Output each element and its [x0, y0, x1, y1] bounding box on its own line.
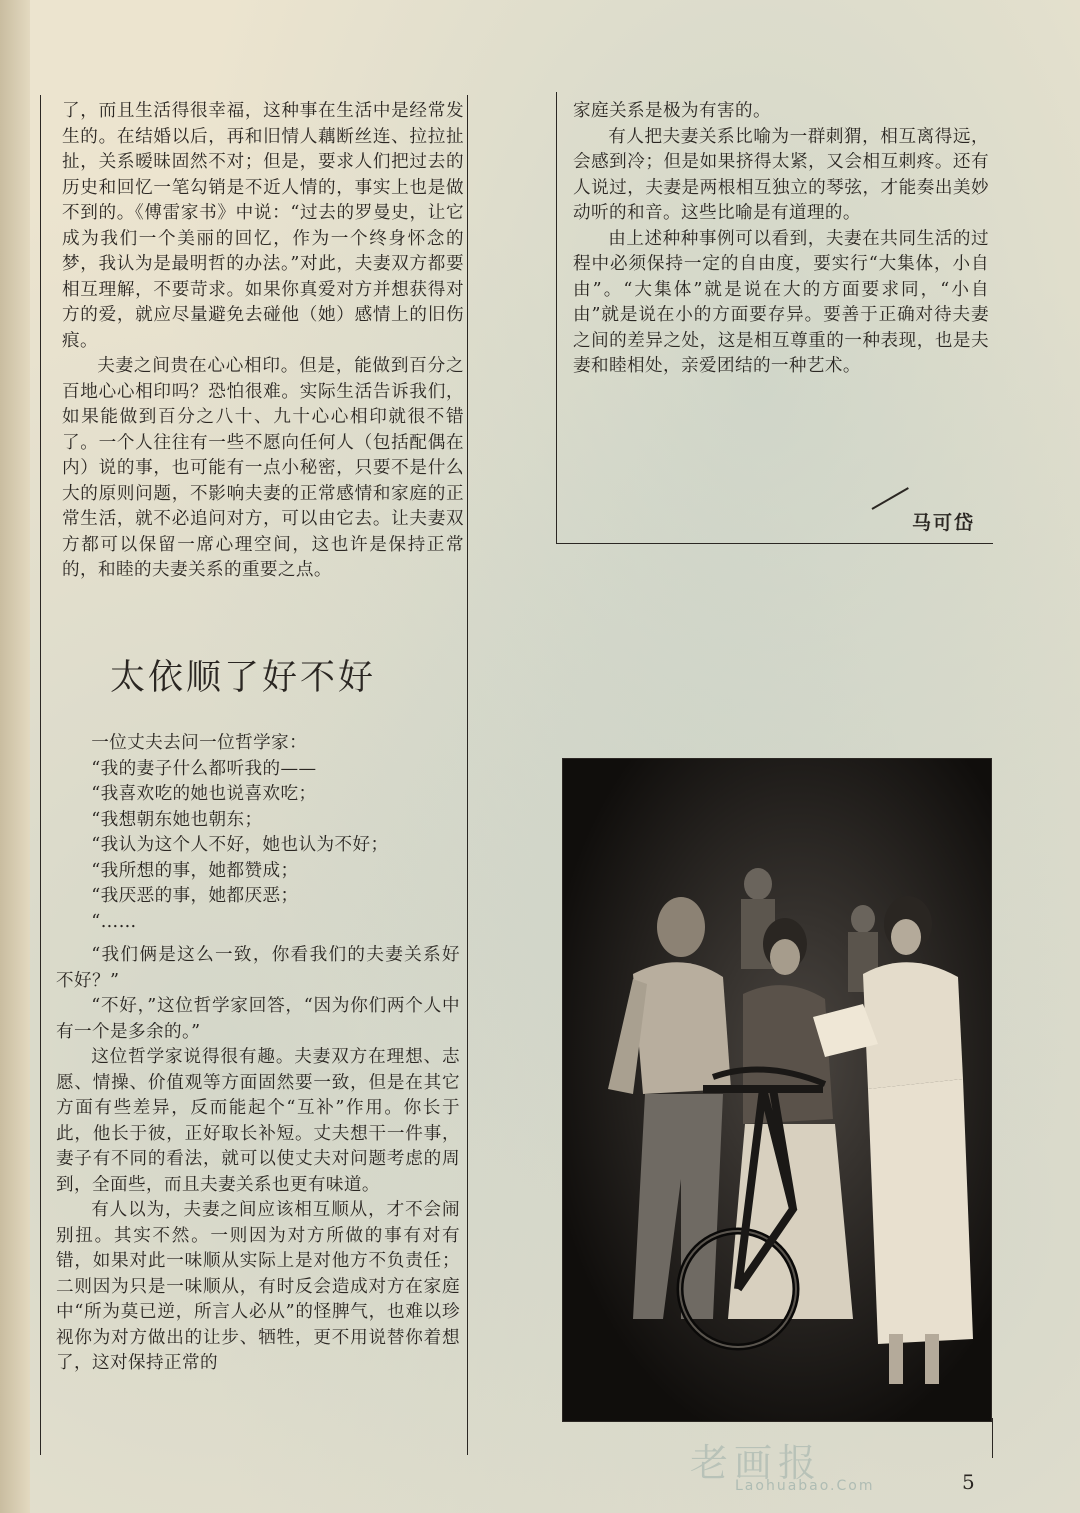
- paragraph-continuation: 了，而且生活得很幸福，这种事在生活中是经常发生的。在结婚以后，再和旧情人藕断丝连、拉拉扯扯，关系暧昧固然不对；但是，要求人们把过去的历史和回忆一笔勾销是不近人情的，事实上也是做不到的。《傅雷家书》中说：“过去的罗曼史，让它成为我们一个美丽的回忆，作为一个终身怀念的梦，我认为是最明哲的办法。”对此，夫妻双方都要相互理解，不要苛求。如果你真爱对方并想获得对方的爱，就应尽量避免去碰他（她）感情上的旧伤痕。: [62, 101, 464, 351]
- page-number: 5: [962, 1470, 975, 1494]
- dialogue-line: “我想朝东她也朝东；: [91, 809, 263, 830]
- dialogue-line: “我认为这个人不好，她也认为不好；: [91, 835, 389, 855]
- paragraph-hedgehog-metaphor: 有人把夫妻关系比喻为一群刺猬，相互离得远，会感到冷；但是如果挤得太紧，又会相互刺疼。还有人说过，夫妻是两根相互独立的琴弦，才能奏出美妙动听的和音。这些比喻是有道理的。: [573, 126, 989, 223]
- dialogue-line: “我喜欢吃的她也说喜欢吃；: [91, 784, 317, 804]
- watermark-url: Laohuabao.Com: [735, 1478, 875, 1494]
- dialogue-line: 一位丈夫去问一位哲学家：: [91, 733, 308, 753]
- left-column-text: [62, 99, 464, 584]
- right-box-bottom-rule: [556, 543, 993, 544]
- author-signature: 马可岱: [912, 512, 976, 534]
- dialogue-line: “我所想的事，她都赞成；: [91, 860, 299, 881]
- paragraph-complement: 这位哲学家说得很有趣。夫妻双方在理想、志愿、情操、价值观等方面固然要一致，但是在其它方面有些差异，反而能起个“互补”作用。你长于此，他长于彼，正好取长补短。丈夫想干一件事，妻子有不同的看法，就可以使丈夫对问题考虑的周到，全面些，而且夫妻关系也更有味道。: [56, 1047, 460, 1195]
- photo-couple-with-bicycle-icon: [563, 759, 991, 1421]
- right-column-text: [573, 99, 989, 380]
- right-box-left-rule: [556, 92, 557, 544]
- dialogue-block: [56, 731, 460, 935]
- watermark-logo: 老画报: [690, 1441, 823, 1485]
- paragraph-husband-question: “我们俩是这么一致，你看我们的夫妻关系好不好？”: [56, 945, 460, 991]
- paragraph-obedience: 有人以为，夫妻之间应该相互顺从，才不会闹别扭。其实不然。一则因为对方所做的事有对有错，如果对此一味顺从实际上是对他方不负责任；二则因为只是一味顺从，有时反会造成对方在家庭中“所为莫已逆，所言人必从”的怪脾气，也难以珍视你为对方做出的让步、牺牲，更不用说替你着想了，这对保持正常的: [56, 1200, 460, 1373]
- left-column-rule: [40, 95, 41, 1455]
- paragraph-family-harmful: 家庭关系是极为有害的。: [573, 101, 771, 121]
- binding-edge: [0, 0, 30, 1513]
- paragraph-philosopher-answer: “不好，”这位哲学家回答，“因为你们两个人中有一个是多余的。”: [56, 996, 460, 1042]
- article-title: 太依顺了好不好: [110, 658, 377, 698]
- paragraph-freedom: 由上述种种事例可以看到，夫妻在共同生活的过程中必须保持一定的自由度，要实行“大集体，小自由”。“大集体”就是说在大的方面要求同，“小自由”就是说在小的方面要存异。要善于正确对待夫妻之间的差异之处，这是相互尊重的一种表现，也是夫妻和睦相处，亲爱团结的一种艺术。: [573, 228, 989, 376]
- dialogue-line: “我厌恶的事，她都厌恶；: [91, 886, 299, 906]
- article-body: [56, 943, 460, 1377]
- couple-bicycle-photo: [562, 758, 992, 1422]
- paragraph-heart-to-heart: 夫妻之间贵在心心相印。但是，能做到百分之百地心心相印吗？恐怕很难。实际生活告诉我们，如果能做到百分之八十、九十心心相印就很不错了。一个人往往有一些不愿向任何人（包括配偶在内）说的事，也可能有一点小秘密，只要不是什么大的原则问题，不影响夫妻的正常感情和家庭的正常生活，就不必追问对方，可以由它去。让夫妻双方都可以保留一席心理空间，这也许是保持正常的，和睦的夫妻关系的重要之点。: [62, 356, 464, 580]
- dialogue-line: “我的妻子什么都听我的——: [91, 758, 317, 779]
- center-column-rule: [467, 95, 468, 1455]
- right-edge-rule: [992, 1418, 993, 1458]
- dialogue-line: “……: [91, 911, 137, 932]
